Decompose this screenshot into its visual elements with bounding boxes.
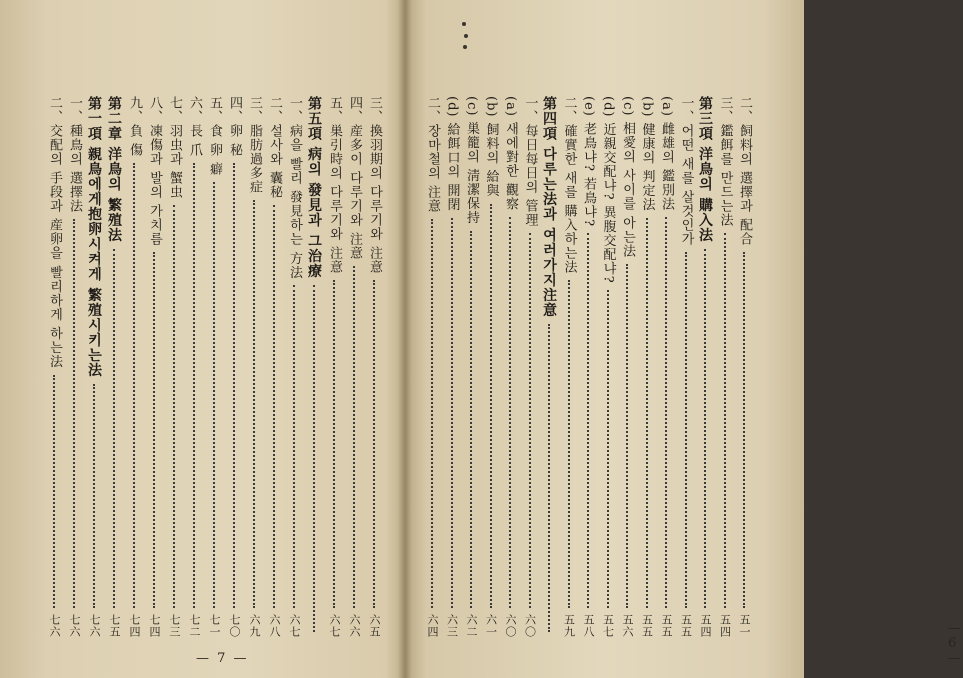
- toc-entry: [539, 96, 559, 638]
- dot-leader: [373, 280, 375, 608]
- toc-entry: [64, 96, 84, 638]
- dot-leader: [548, 324, 550, 632]
- toc-entry: [124, 96, 144, 638]
- dot-leader: [173, 205, 175, 608]
- toc-entry-page: 七六: [88, 614, 101, 638]
- toc-entry-page: 六六: [348, 614, 361, 638]
- toc-entry: [500, 96, 520, 638]
- toc-entry: [734, 96, 754, 638]
- toc-entry-title: (c) 巣籠의 淸潔保持: [464, 96, 479, 225]
- left-page: [0, 0, 404, 678]
- toc-entry: [578, 96, 598, 638]
- page-number-right: — 6 —: [948, 621, 963, 666]
- toc-entry-title: 第三項 洋鳥의 購入法: [697, 96, 713, 243]
- toc-entry: [184, 96, 204, 638]
- toc-entry-page: 五九: [562, 614, 576, 638]
- right-page: [404, 0, 963, 678]
- toc-entry: [204, 96, 224, 638]
- toc-entry-title: (b) 飼料의 給與: [483, 96, 499, 198]
- toc-entry-page: 七〇: [228, 614, 241, 638]
- toc-entry: [144, 96, 164, 638]
- toc-entry: [637, 96, 657, 638]
- toc-entry-title: 一、每日每日의 管理: [522, 96, 538, 228]
- toc-entry-title: (c) 相愛의 사이를 아는法: [620, 96, 635, 258]
- toc-entry: [598, 96, 618, 638]
- toc-entry-title: 二、설사와 囊秘: [267, 96, 282, 200]
- toc-entry-page: 七二: [188, 614, 201, 638]
- dot-leader: [113, 249, 115, 608]
- toc-entry: [244, 96, 264, 638]
- toc-entry-page: 六四: [426, 614, 439, 638]
- toc-entry-page: 七五: [108, 614, 121, 638]
- dot-leader: [665, 217, 667, 608]
- toc-entry-page: 五五: [679, 614, 693, 638]
- toc-entry-page: 五七: [601, 614, 615, 638]
- toc-entry-title: 二、交配의 手段과 産卵을 빨리하게 하는法: [47, 96, 62, 369]
- dot-leader: [685, 252, 687, 608]
- toc-entry-title: 三、脂肪過多症: [247, 96, 262, 194]
- toc-entry: [442, 96, 462, 638]
- toc-entry: [364, 96, 384, 638]
- toc-entry: [264, 96, 284, 638]
- toc-entry-title: 二、確實한 새를 購入하는法: [561, 96, 577, 275]
- toc-entry-title: 四、産多이 다루기와 注意: [347, 96, 362, 261]
- toc-entry: [656, 96, 676, 638]
- toc-entry-page: 五四: [718, 614, 732, 638]
- toc-entry: [520, 96, 540, 638]
- dot-leader: [607, 290, 609, 608]
- dot-leader: [133, 163, 135, 608]
- dot-leader: [93, 384, 95, 608]
- toc-entry-title: 六、長 爪: [187, 96, 202, 158]
- toc-entry-title: (b) 健康의 判定法: [639, 96, 655, 212]
- dot-leader: [587, 233, 589, 608]
- dot-leader: [743, 252, 745, 608]
- dot-leader: [273, 205, 275, 608]
- binding-hole-mark: [463, 45, 467, 49]
- dot-leader: [704, 249, 706, 608]
- dot-leader: [529, 233, 531, 608]
- toc-entry: [224, 96, 244, 638]
- toc-entry: [44, 96, 64, 638]
- toc-entry-title: 一、어떤 새를 살것인가: [678, 96, 694, 247]
- toc-entry-title: (d) 給餌口의 開閉: [444, 96, 460, 212]
- dot-leader: [451, 218, 453, 608]
- dot-leader: [153, 252, 155, 608]
- toc-entry-page: 六五: [368, 614, 381, 638]
- toc-entry-title: 八、凍傷과 발의 가치름: [147, 96, 162, 247]
- toc-entry-title: 第五項 病의 發見과 그治療: [306, 96, 322, 279]
- toc-entry-page: 五四: [699, 614, 712, 638]
- toc-entry-page: 七四: [148, 614, 161, 638]
- toc-entry: [715, 96, 735, 638]
- toc-entry: [676, 96, 696, 638]
- toc-entry-title: 九、負 傷: [127, 96, 142, 158]
- toc-entry: [344, 96, 364, 638]
- toc-entry-title: (a) 새에對한 觀察: [503, 96, 518, 212]
- toc-entry: [304, 96, 324, 638]
- toc-entry-title: 一、病을 빨리 發見하는 方法: [287, 96, 302, 280]
- toc-entry: [84, 96, 104, 638]
- toc-entry-page: 五五: [640, 614, 654, 638]
- toc-entry-page: 六七: [288, 614, 301, 638]
- dot-leader: [568, 280, 570, 608]
- toc-entry-page: 五一: [738, 614, 751, 638]
- dot-leader: [313, 285, 315, 632]
- toc-entry: [695, 96, 715, 638]
- dot-leader: [353, 266, 355, 608]
- dot-leader: [509, 217, 511, 608]
- toc-entry: [104, 96, 124, 638]
- toc-entry: [461, 96, 481, 638]
- toc-entry-title: 二、장마철의 注意: [425, 96, 440, 214]
- dot-leader: [253, 200, 255, 608]
- dot-leader: [646, 218, 648, 608]
- toc-entry-title: (a) 雌雄의 鑑別法: [659, 96, 674, 212]
- dot-leader: [293, 285, 295, 608]
- dot-leader: [193, 163, 195, 608]
- toc-entry-title: 五、食 卵 癖: [207, 96, 222, 177]
- toc-entry-title: 二、飼料의 選擇과 配合: [737, 96, 752, 247]
- toc-entry: [559, 96, 579, 638]
- toc-entry-page: 七三: [168, 614, 181, 638]
- toc-entry: [422, 96, 442, 638]
- toc-entry-page: 六三: [445, 614, 459, 638]
- toc-entry-title: 四、卵 秘: [227, 96, 242, 158]
- toc-entry-page: 五八: [582, 614, 595, 638]
- toc-entry: [164, 96, 184, 638]
- toc-entry-page: 七四: [128, 614, 141, 638]
- toc-entry-title: 五、巣引時의 다루기와 注意: [327, 96, 342, 275]
- toc-entry-page: 七六: [48, 614, 61, 638]
- toc-entry-page: 六〇: [504, 614, 517, 638]
- toc-entry-page: 六一: [484, 614, 498, 638]
- toc-entry: [324, 96, 344, 638]
- dot-leader: [490, 204, 492, 608]
- toc-entry-page: 七六: [68, 614, 81, 638]
- dot-leader: [626, 264, 628, 608]
- dot-leader: [233, 163, 235, 608]
- toc-entry-title: 第二章 洋鳥의 繁殖法: [106, 96, 122, 243]
- dot-leader: [213, 182, 215, 608]
- binding-hole-mark: [462, 22, 466, 26]
- dot-leader: [724, 233, 726, 608]
- toc-entry-page: 五五: [660, 614, 673, 638]
- toc-entry-title: 三、換羽期의 다루기와 注意: [367, 96, 382, 275]
- toc-entry-page: 六七: [328, 614, 341, 638]
- dot-leader: [53, 375, 55, 608]
- page-number-left: — 7 —: [196, 651, 249, 666]
- toc-entry-title: 三、鑑餌를 만드는法: [717, 96, 733, 228]
- toc-entry-title: (d) 近親交配냐? 異腹交配냐?: [600, 96, 616, 284]
- dot-leader: [73, 219, 75, 608]
- dot-leader: [333, 280, 335, 608]
- toc-entry-page: 五六: [621, 614, 634, 638]
- toc-entry-title: 七、羽虫과 蟹虫: [167, 96, 182, 200]
- toc-entry-page: 六〇: [523, 614, 537, 638]
- toc-entry-page: 六二: [465, 614, 478, 638]
- toc-entry-title: (e) 老鳥냐? 若鳥냐?: [581, 96, 596, 228]
- dot-leader: [431, 219, 433, 608]
- toc-entry-page: 六八: [268, 614, 281, 638]
- toc-entry-title: 第四項 다루는法과 여러가지注意: [541, 96, 557, 318]
- toc-entry: [617, 96, 637, 638]
- toc-entry-page: 六九: [248, 614, 261, 638]
- toc-entry: [481, 96, 501, 638]
- toc-entry-page: 七一: [208, 614, 221, 638]
- toc-entry-title: 第一項 親鳥에게抱卵시켜게 繁殖시키는法: [86, 96, 102, 378]
- toc-entry: [284, 96, 304, 638]
- toc-entry-title: 一、種鳥의 選擇法: [67, 96, 82, 214]
- binding-hole-mark: [464, 34, 468, 38]
- dot-leader: [470, 231, 472, 608]
